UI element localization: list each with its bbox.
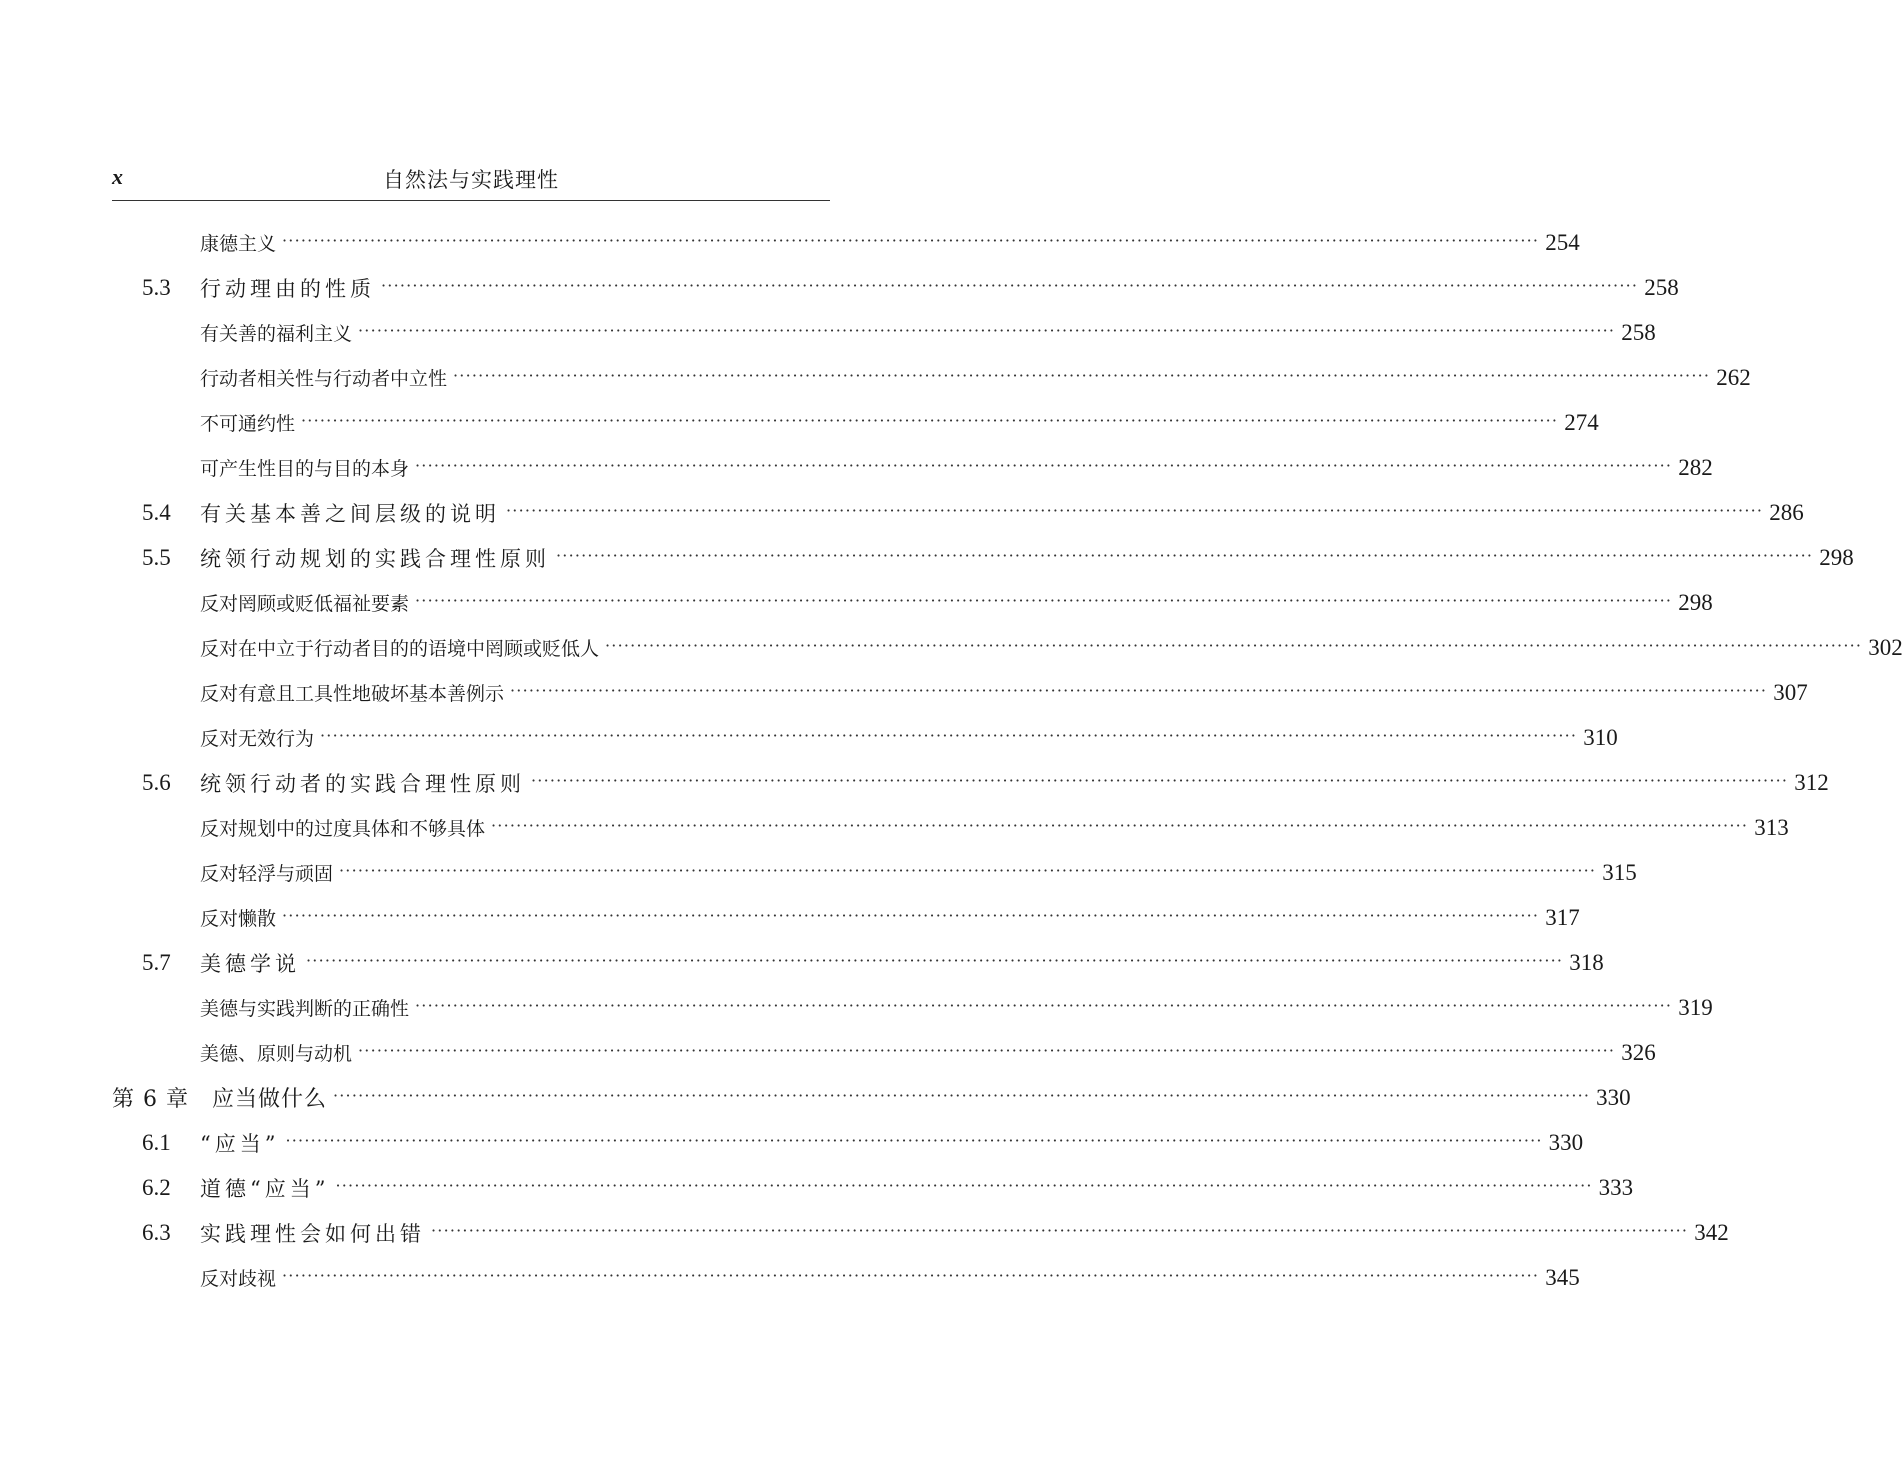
table-of-contents: [0, 220, 1903, 1300]
dot-leader: ········································································································································································································: [453, 366, 1711, 385]
toc-page-number: 282: [1678, 454, 1713, 480]
toc-entry-title: 反对歧视: [200, 1268, 277, 1290]
section-number: 5.6: [142, 770, 171, 795]
dot-leader: ········································································································································································································: [381, 276, 1639, 295]
dot-leader: ········································································································································································································: [282, 1266, 1540, 1285]
dot-leader: ········································································································································································································: [358, 1041, 1616, 1060]
dot-leader: ········································································································································································································: [491, 816, 1749, 835]
dot-leader: ········································································································································································································: [332, 1086, 1591, 1105]
toc-entry-title: 实践理性会如何出错: [200, 1221, 425, 1246]
dot-leader: ········································································································································································································: [358, 321, 1616, 340]
toc-entry-line: [200, 760, 1829, 805]
toc-entry-line: [200, 1255, 1580, 1300]
toc-page-number: 286: [1769, 499, 1804, 525]
toc-page-number: 298: [1678, 589, 1713, 615]
toc-entry-line: [200, 265, 1679, 310]
section-number: 5.5: [142, 545, 171, 570]
toc-entry[interactable]: [0, 535, 1854, 580]
dot-leader: ········································································································································································································: [415, 456, 1673, 475]
toc-entry[interactable]: [0, 1120, 1584, 1165]
section-number: 5.4: [142, 500, 171, 525]
toc-entry[interactable]: [0, 1255, 1580, 1300]
toc-page-number: 298: [1819, 544, 1854, 570]
toc-entry-line: [200, 895, 1580, 940]
dot-leader: ········································································································································································································: [510, 681, 1768, 700]
toc-entry-title: 反对在中立于行动者目的的语境中罔顾或贬低人: [200, 638, 600, 660]
dot-leader: ········································································································································································································: [605, 636, 1863, 655]
dot-leader: ········································································································································································································: [285, 1131, 1543, 1150]
toc-entry[interactable]: [0, 940, 1604, 985]
toc-entry-title: 康德主义: [200, 233, 277, 255]
toc-entry-title: 行动理由的性质: [200, 276, 375, 301]
toc-entry[interactable]: [0, 760, 1829, 805]
dot-leader: ········································································································································································································: [282, 231, 1540, 250]
toc-entry[interactable]: [0, 850, 1637, 895]
toc-entry-title: 反对无效行为: [200, 728, 315, 750]
toc-entry[interactable]: [0, 355, 1751, 400]
toc-page-number: 317: [1545, 904, 1580, 930]
page-number: x: [112, 164, 123, 189]
toc-entry-line: [200, 580, 1713, 625]
toc-entry[interactable]: [0, 805, 1789, 850]
dot-leader: ········································································································································································································: [415, 996, 1673, 1015]
section-number: 6.3: [142, 1220, 171, 1245]
toc-page-number: 318: [1569, 949, 1604, 975]
toc-entry-line: [200, 355, 1751, 400]
toc-entry-title: 美德与实践判断的正确性: [200, 998, 410, 1020]
toc-entry-title: 第 6 章 应当做什么: [112, 1087, 327, 1112]
toc-entry[interactable]: [0, 400, 1599, 445]
toc-entry-line: [200, 850, 1637, 895]
toc-entry-title: 可产生性目的与目的本身: [200, 458, 410, 480]
toc-page-number: 310: [1583, 724, 1618, 750]
toc-page-number: 258: [1644, 274, 1679, 300]
toc-entry-line: [200, 445, 1713, 490]
toc-page-number: 312: [1794, 769, 1829, 795]
dot-leader: ········································································································································································································: [335, 1176, 1593, 1195]
toc-entry-title: “应当”: [200, 1131, 280, 1156]
toc-entry-title: 反对轻浮与顽固: [200, 863, 334, 885]
dot-leader: ········································································································································································································: [556, 546, 1814, 565]
toc-entry-line: [200, 985, 1713, 1030]
toc-entry[interactable]: [0, 715, 1618, 760]
toc-page-number: 313: [1754, 814, 1789, 840]
toc-entry-line: [200, 715, 1618, 760]
toc-page-number: 274: [1564, 409, 1599, 435]
toc-page-number: 330: [1596, 1084, 1631, 1110]
dot-leader: ········································································································································································································: [301, 411, 1559, 430]
toc-page-number: 330: [1548, 1129, 1584, 1155]
toc-page-number: 319: [1678, 994, 1713, 1020]
running-header: [112, 160, 830, 201]
toc-entry-title: 行动者相关性与行动者中立性: [200, 368, 448, 390]
section-number: 5.7: [142, 950, 171, 975]
dot-leader: ········································································································································································································: [506, 501, 1764, 520]
dot-leader: ········································································································································································································: [282, 906, 1540, 925]
toc-entry[interactable]: [0, 625, 1903, 670]
toc-page-number: 254: [1545, 229, 1580, 255]
toc-page-number: 302: [1868, 634, 1903, 660]
book-title: 自然法与实践理性: [383, 168, 559, 192]
dot-leader: ········································································································································································································: [431, 1221, 1689, 1240]
toc-entry[interactable]: [0, 1075, 1631, 1120]
toc-entry-title: 反对规划中的过度具体和不够具体: [200, 818, 486, 840]
toc-entry-line: [200, 400, 1599, 445]
dot-leader: ········································································································································································································: [320, 726, 1578, 745]
toc-entry-title: 统领行动规划的实践合理性原则: [200, 546, 550, 571]
toc-entry[interactable]: [0, 1030, 1656, 1075]
toc-entry[interactable]: [0, 985, 1713, 1030]
toc-entry-line: [200, 1030, 1656, 1075]
toc-entry-title: 美德、原则与动机: [200, 1043, 353, 1065]
section-number: 5.3: [142, 275, 171, 300]
toc-entry[interactable]: [0, 1165, 1634, 1210]
toc-entry-line: [200, 940, 1604, 985]
dot-leader: ········································································································································································································: [339, 861, 1597, 880]
dot-leader: ········································································································································································································: [531, 771, 1789, 790]
toc-page-number: 326: [1621, 1039, 1656, 1065]
toc-entry-line: [200, 310, 1656, 355]
toc-entry-line: [200, 490, 1804, 535]
section-number: 6.2: [142, 1175, 171, 1200]
toc-entry[interactable]: [0, 310, 1656, 355]
toc-entry-line: [112, 1075, 1631, 1120]
toc-page-number: 333: [1598, 1174, 1634, 1200]
toc-entry[interactable]: [0, 265, 1679, 310]
toc-entry-title: 道德“应当”: [200, 1176, 330, 1201]
toc-page-number: 342: [1694, 1219, 1729, 1245]
toc-entry-title: 统领行动者的实践合理性原则: [200, 771, 525, 796]
toc-entry-title: 美德学说: [200, 951, 300, 976]
toc-page-number: 345: [1545, 1264, 1580, 1290]
toc-entry-line: [200, 535, 1854, 580]
toc-entry[interactable]: [0, 670, 1808, 715]
toc-entry[interactable]: [0, 490, 1804, 535]
toc-entry[interactable]: [0, 220, 1580, 265]
toc-entry[interactable]: [0, 895, 1580, 940]
section-number: 6.1: [142, 1130, 171, 1155]
dot-leader: ········································································································································································································: [306, 951, 1564, 970]
toc-entry-line: [200, 670, 1808, 715]
toc-entry[interactable]: [0, 1210, 1729, 1255]
toc-page-number: 262: [1716, 364, 1751, 390]
toc-page-number: 258: [1621, 319, 1656, 345]
toc-entry-line: [200, 1210, 1729, 1255]
toc-entry-line: [200, 220, 1580, 265]
toc-page-number: 307: [1773, 679, 1808, 705]
toc-entry[interactable]: [0, 580, 1713, 625]
dot-leader: ········································································································································································································: [415, 591, 1673, 610]
toc-entry[interactable]: [0, 445, 1713, 490]
toc-page-number: 315: [1602, 859, 1637, 885]
toc-entry-line: [200, 1120, 1584, 1165]
toc-entry-title: 反对懒散: [200, 908, 277, 930]
toc-entry-title: 有关善的福利主义: [200, 323, 353, 345]
toc-entry-title: 反对有意且工具性地破坏基本善例示: [200, 683, 505, 705]
toc-entry-line: [200, 1165, 1634, 1210]
toc-entry-title: 有关基本善之间层级的说明: [200, 501, 500, 526]
toc-entry-line: [200, 625, 1903, 670]
toc-entry-title: 不可通约性: [200, 413, 296, 435]
toc-entry-line: [200, 805, 1789, 850]
toc-entry-title: 反对罔顾或贬低福祉要素: [200, 593, 410, 615]
